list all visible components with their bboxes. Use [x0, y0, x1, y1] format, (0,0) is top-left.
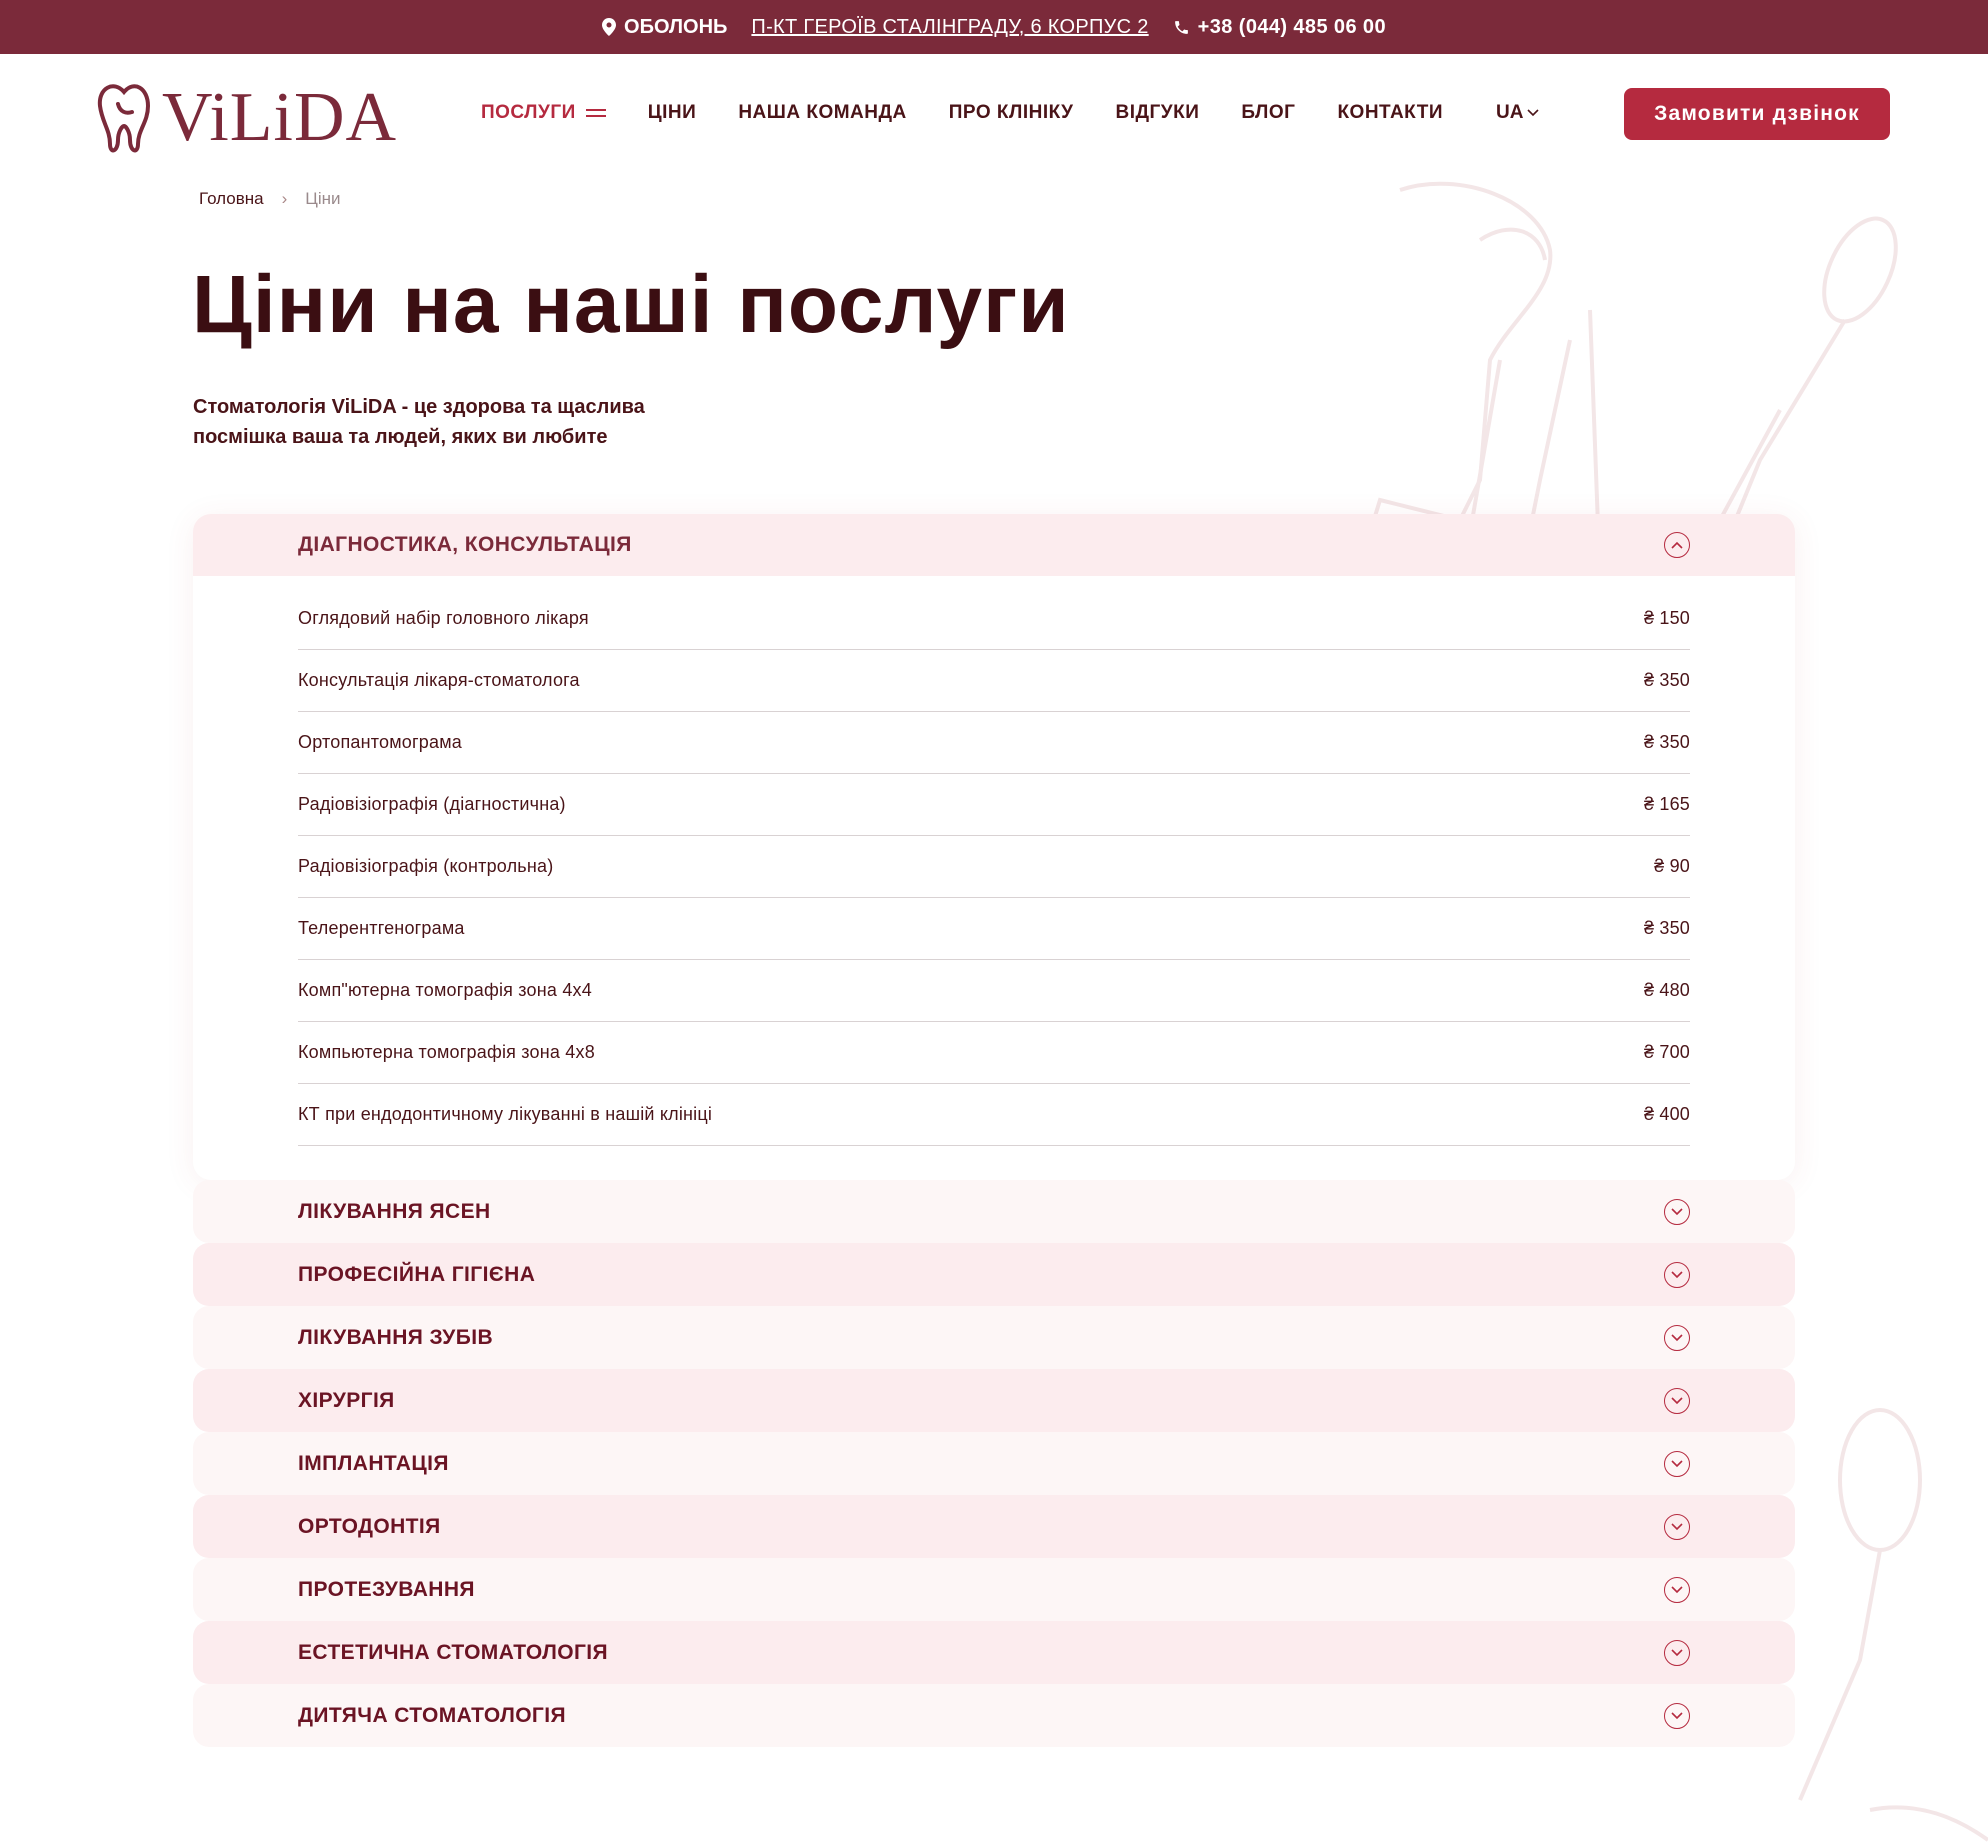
price-row	[298, 774, 1690, 836]
nav-services[interactable]	[481, 102, 606, 124]
menu-lines-icon	[586, 109, 606, 117]
phone-link[interactable]	[1173, 16, 1386, 39]
accordion-item-title: ДИТЯЧА СТОМАТОЛОГІЯ	[298, 1703, 566, 1727]
chevron-down-circle-icon[interactable]	[1664, 1388, 1690, 1414]
nav-about[interactable]: ПРО КЛІНІКУ	[948, 102, 1074, 123]
language-label: UA	[1496, 102, 1524, 123]
chevron-up-circle-icon[interactable]	[1664, 532, 1690, 558]
accordion-item-title: ЛІКУВАННЯ ЯСЕН	[298, 1199, 491, 1223]
accordion-item-surgery[interactable]	[193, 1369, 1795, 1432]
service-name: Радіовізіографія (діагностична)	[298, 794, 566, 814]
accordion-item-title: ХІРУРГІЯ	[298, 1388, 395, 1412]
accordion-item-prosthetics[interactable]	[193, 1558, 1795, 1621]
chevron-down-circle-icon[interactable]	[1664, 1199, 1690, 1225]
nav-blog[interactable]: БЛОГ	[1241, 102, 1296, 123]
accordion-item-teeth[interactable]	[193, 1306, 1795, 1369]
service-name: Оглядовий набір головного лікаря	[298, 608, 589, 628]
accordion-item-title: ПРОФЕСІЙНА ГІГІЄНА	[298, 1262, 536, 1286]
chevron-down-circle-icon[interactable]	[1664, 1640, 1690, 1666]
service-name: Консультація лікаря-стоматолога	[298, 670, 580, 690]
phone-icon	[1173, 19, 1190, 36]
page-title: Ціни на наші послуги	[192, 259, 1070, 350]
service-name: Комп"ютерна томографія зона 4х4	[298, 980, 592, 1000]
breadcrumb-separator-icon: ›	[281, 189, 288, 208]
chevron-down-circle-icon[interactable]	[1664, 1451, 1690, 1477]
service-price: ₴ 400	[1643, 1104, 1690, 1124]
breadcrumb	[199, 189, 341, 209]
accordion-item-title: ОРТОДОНТІЯ	[298, 1514, 441, 1538]
accordion-item-orthodontics[interactable]	[193, 1495, 1795, 1558]
main-nav	[481, 102, 1443, 124]
accordion-item-title: ІМПЛАНТАЦІЯ	[298, 1451, 449, 1475]
accordion-item-gums[interactable]	[193, 1180, 1795, 1243]
tooth-logo-icon	[96, 82, 152, 154]
service-price: ₴ 480	[1643, 980, 1690, 1000]
accordion-item-hygiene[interactable]	[193, 1243, 1795, 1306]
accordion-item-title: ПРОТЕЗУВАННЯ	[298, 1577, 475, 1601]
address-link[interactable]: П-КТ ГЕРОЇВ СТАЛІНГРАДУ, 6 КОРПУС 2	[751, 15, 1149, 38]
phone-number: +38 (044) 485 06 00	[1197, 15, 1386, 38]
chevron-down-circle-icon[interactable]	[1664, 1262, 1690, 1288]
nav-services-label: ПОСЛУГИ	[481, 102, 576, 123]
language-switcher[interactable]	[1496, 102, 1539, 124]
service-price: ₴ 350	[1643, 670, 1690, 690]
price-row	[298, 836, 1690, 898]
service-name: Компьютерна томографія зона 4х8	[298, 1042, 595, 1062]
price-row	[298, 712, 1690, 774]
nav-prices[interactable]: ЦІНИ	[647, 102, 697, 123]
service-name: Телерентгенограма	[298, 918, 465, 938]
service-price: ₴ 90	[1654, 856, 1690, 876]
price-accordion	[193, 514, 1795, 1747]
district	[602, 16, 727, 39]
top-bar	[0, 0, 1988, 54]
service-price: ₴ 150	[1643, 608, 1690, 628]
service-price: ₴ 165	[1643, 794, 1690, 814]
price-row	[298, 1084, 1690, 1146]
page-intro: Стоматологія ViLiDA - це здорова та щаслива посмішка ваша та людей, яких ви любите	[193, 396, 645, 448]
accordion-header-diagnostics[interactable]	[193, 514, 1795, 576]
request-call-button[interactable]: Замовити дзвінок	[1624, 88, 1890, 140]
accordion-item-title: ЕСТЕТИЧНА СТОМАТОЛОГІЯ	[298, 1640, 609, 1664]
chevron-down-circle-icon[interactable]	[1664, 1577, 1690, 1603]
nav-team[interactable]: НАША КОМАНДА	[738, 102, 907, 123]
price-row	[298, 650, 1690, 712]
nav-contacts[interactable]: КОНТАКТИ	[1337, 102, 1444, 123]
service-name: Ортопантомограма	[298, 732, 462, 752]
chevron-down-circle-icon[interactable]	[1664, 1325, 1690, 1351]
service-price: ₴ 350	[1643, 732, 1690, 752]
logo-text: ViLiDA	[162, 79, 398, 156]
chevron-down-icon	[1527, 109, 1539, 117]
chevron-down-circle-icon[interactable]	[1664, 1514, 1690, 1540]
price-row	[298, 898, 1690, 960]
accordion-title: ДІАГНОСТИКА, КОНСУЛЬТАЦІЯ	[298, 533, 632, 556]
price-row	[298, 960, 1690, 1022]
service-name: Радіовізіографія (контрольна)	[298, 856, 554, 876]
map-pin-icon	[602, 18, 616, 36]
breadcrumb-current: Ціни	[305, 189, 341, 208]
price-row	[298, 1022, 1690, 1084]
accordion-item-pediatric[interactable]	[193, 1684, 1795, 1747]
accordion-section-open	[193, 514, 1795, 1180]
service-price: ₴ 350	[1643, 918, 1690, 938]
accordion-item-title: ЛІКУВАННЯ ЗУБІВ	[298, 1325, 494, 1349]
service-price: ₴ 700	[1643, 1042, 1690, 1062]
price-row	[298, 588, 1690, 650]
chevron-down-circle-icon[interactable]	[1664, 1703, 1690, 1729]
breadcrumb-home[interactable]: Головна	[199, 189, 264, 208]
logo[interactable]	[96, 78, 397, 158]
service-name: КТ при ендодонтичному лікуванні в нашій клініці	[298, 1104, 713, 1124]
site-header	[0, 54, 1988, 174]
nav-reviews[interactable]: ВІДГУКИ	[1115, 102, 1200, 123]
accordion-item-aesthetic[interactable]	[193, 1621, 1795, 1684]
accordion-item-implants[interactable]	[193, 1432, 1795, 1495]
price-list	[193, 576, 1795, 1180]
district-label: ОБОЛОНЬ	[624, 15, 728, 38]
